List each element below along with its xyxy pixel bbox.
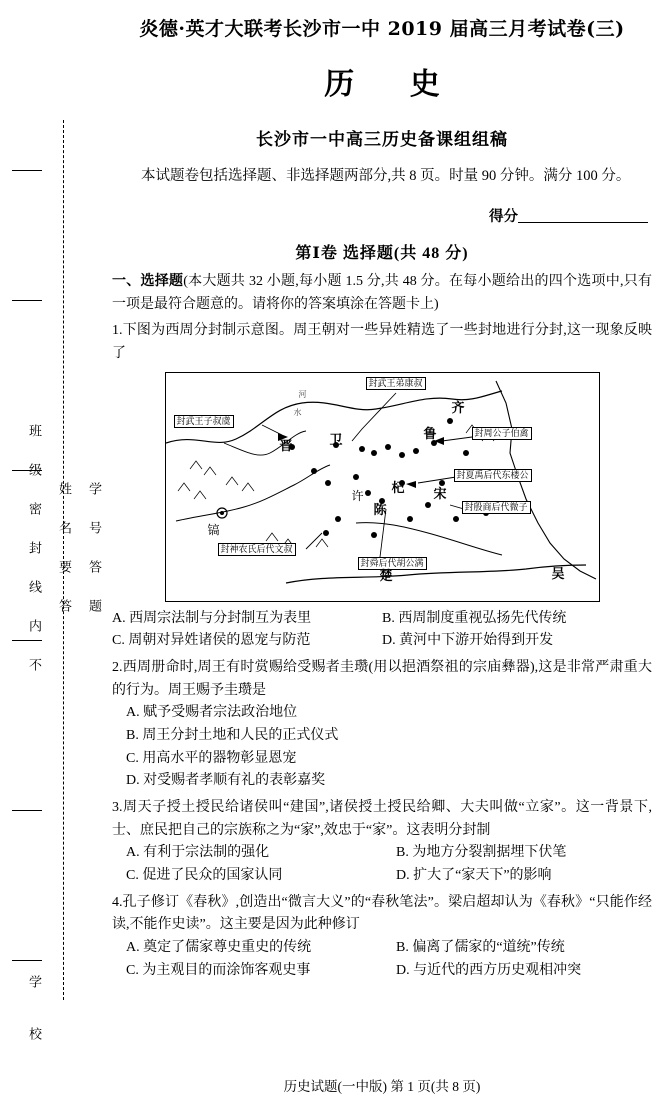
seal-divider-bottom: [12, 960, 42, 961]
map-callout-kangshu: 封武王弟康叔: [366, 377, 426, 391]
question-1-stem: [112, 320, 652, 365]
page-footer: 历史试题(一中版) 第 1 页(共 8 页): [283, 1079, 481, 1094]
question-3: [112, 797, 652, 842]
question-1-option-d[interactable]: D. 黄河中下游开始得到开发: [382, 633, 554, 649]
question-1-options: [112, 608, 652, 653]
map-callout-weizi: 封殷商后代微子: [462, 501, 531, 515]
question-2-text: 西周册命时,周王有时赏赐给受赐者圭瓒(用以挹酒祭祖的宗庙彝器),这是非常严肃重大的行为。周王赐予圭瓒是: [112, 659, 652, 698]
map-state-song: 宋: [433, 486, 447, 502]
map-callout-wenshu: 封神农氏后代文叔: [218, 543, 296, 557]
map-state-wu: 吴: [551, 566, 565, 582]
question-4-stem: [112, 892, 652, 937]
question-3-number: 3.: [112, 799, 123, 815]
score-box: [112, 205, 652, 226]
choice-section-desc: (本大题共 32 小题,每小题 1.5 分,共 48 分。在每小题给出的四个选项中,只有一项是最符合题意的。请将你的答案填涂在答题卡上): [112, 274, 652, 312]
map-callout-shuyu: 封武王子叔虞: [174, 415, 234, 429]
question-2-option-a[interactable]: A. 赋予受赐者宗法政治地位: [126, 705, 298, 721]
map-state-jin: 晋: [279, 438, 293, 454]
map-callout-boqin: 封周公子伯禽: [472, 427, 532, 441]
map-state-chu: 楚: [379, 568, 393, 584]
map-state-wei: 卫: [329, 432, 343, 448]
map-state-lu: 鲁: [423, 426, 437, 442]
map-city-hao: 镐: [207, 522, 220, 537]
question-4-options: [112, 937, 652, 982]
figure-western-zhou-fengjian-map: [165, 372, 600, 602]
question-2-number: 2.: [112, 659, 123, 675]
map-state-qi: 齐: [451, 400, 465, 416]
question-1-number: 1.: [112, 323, 123, 339]
map-river-label-shui: 水: [293, 407, 302, 417]
question-1-text: 下图为西周分封制示意图。周王朝对一些异姓精选了一些封地进行分封,这一现象反映了: [112, 323, 652, 361]
question-3-text: 周天子授土授民给诸侯叫“建国”,诸侯授土授民给卿、大夫叫做“立家”。这一背景下,士、庶民把自己的宗族称之为“家”,效忠于“家”。这表明分封制: [112, 799, 652, 838]
document-body: [112, 0, 652, 982]
question-4-number: 4.: [112, 894, 123, 910]
seal-bar: [0, 0, 110, 1111]
seal-text-left: 班级密封线内不: [27, 423, 42, 697]
choice-section-head: [112, 271, 652, 316]
map-city-xu: 许: [351, 488, 364, 503]
map-callout-donglougong: 封夏禹后代东楼公: [454, 469, 532, 483]
map-state-qi2: 杞: [391, 480, 405, 496]
question-2: [112, 657, 652, 702]
question-3-option-b[interactable]: B. 为地方分裂割据埋下伏笔: [396, 845, 567, 861]
question-2-options: [112, 702, 652, 793]
score-blank[interactable]: [518, 222, 648, 223]
question-4-option-c[interactable]: C. 为主观目的而涂饰客观史事: [126, 962, 311, 978]
question-1-option-a[interactable]: A. 西周宗法制与分封制互为表里: [112, 610, 312, 626]
compiler-group: 长沙市一中高三历史备课组组稿: [256, 130, 508, 149]
choice-section-label: 一、选择题: [112, 274, 184, 290]
seal-text-school: 学 校: [27, 975, 42, 1052]
exam-title: 炎德·英才大联考长沙市一中 2019 届高三月考试卷(三): [139, 18, 625, 40]
question-1: [112, 320, 652, 365]
question-4-option-d[interactable]: D. 与近代的西方历史观相冲突: [396, 962, 582, 978]
seal-text-middle: 姓名要答: [57, 482, 72, 638]
map-state-chen: 陈: [373, 502, 387, 518]
map-callout-hugongman: 封舜后代胡公满: [358, 557, 427, 571]
question-3-options: [112, 842, 652, 887]
map-river-label-he: 河: [298, 389, 307, 399]
question-4-option-a[interactable]: A. 奠定了儒家尊史重史的传统: [126, 939, 312, 955]
question-2-stem: [112, 657, 652, 702]
question-3-option-c[interactable]: C. 促进了民众的国家认同: [126, 867, 283, 883]
question-2-option-d[interactable]: D. 对受赐者孝顺有礼的表彰嘉奖: [126, 773, 326, 789]
seal-text-right: 学号答题: [87, 482, 102, 638]
question-3-stem: [112, 797, 652, 842]
question-1-option-c[interactable]: C. 周朝对异姓诸侯的恩宠与防范: [112, 633, 311, 649]
question-2-option-c[interactable]: C. 用高水平的器物彰显恩宠: [126, 750, 297, 766]
question-4-option-b[interactable]: B. 偏离了儒家的“道统”传统: [396, 939, 565, 955]
subject-title: 历 史: [324, 68, 464, 101]
seal-divider-top: [12, 170, 42, 171]
question-1-option-b[interactable]: B. 西周制度重视弘扬先代传统: [382, 610, 567, 626]
exam-instructions: 本试题卷包括选择题、非选择题两部分,共 8 页。时量 90 分钟。满分 100 分。: [141, 168, 631, 184]
question-3-option-d[interactable]: D. 扩大了“家天下”的影响: [396, 867, 552, 883]
question-3-option-a[interactable]: A. 有利于宗法制的强化: [126, 845, 270, 861]
score-label: 得分: [489, 209, 518, 226]
question-2-option-b[interactable]: B. 周王分封土地和人民的正式仪式: [126, 727, 339, 743]
question-4: [112, 892, 652, 937]
question-4-text: 孔子修订《春秋》,创造出“微言大义”的“春秋笔法”。梁启超却认为《春秋》“只能作经读,不能作史读”。这主要是因为此种修订: [112, 894, 652, 933]
paper-part-title: 第Ⅰ卷 选择题(共 48 分): [295, 245, 469, 263]
